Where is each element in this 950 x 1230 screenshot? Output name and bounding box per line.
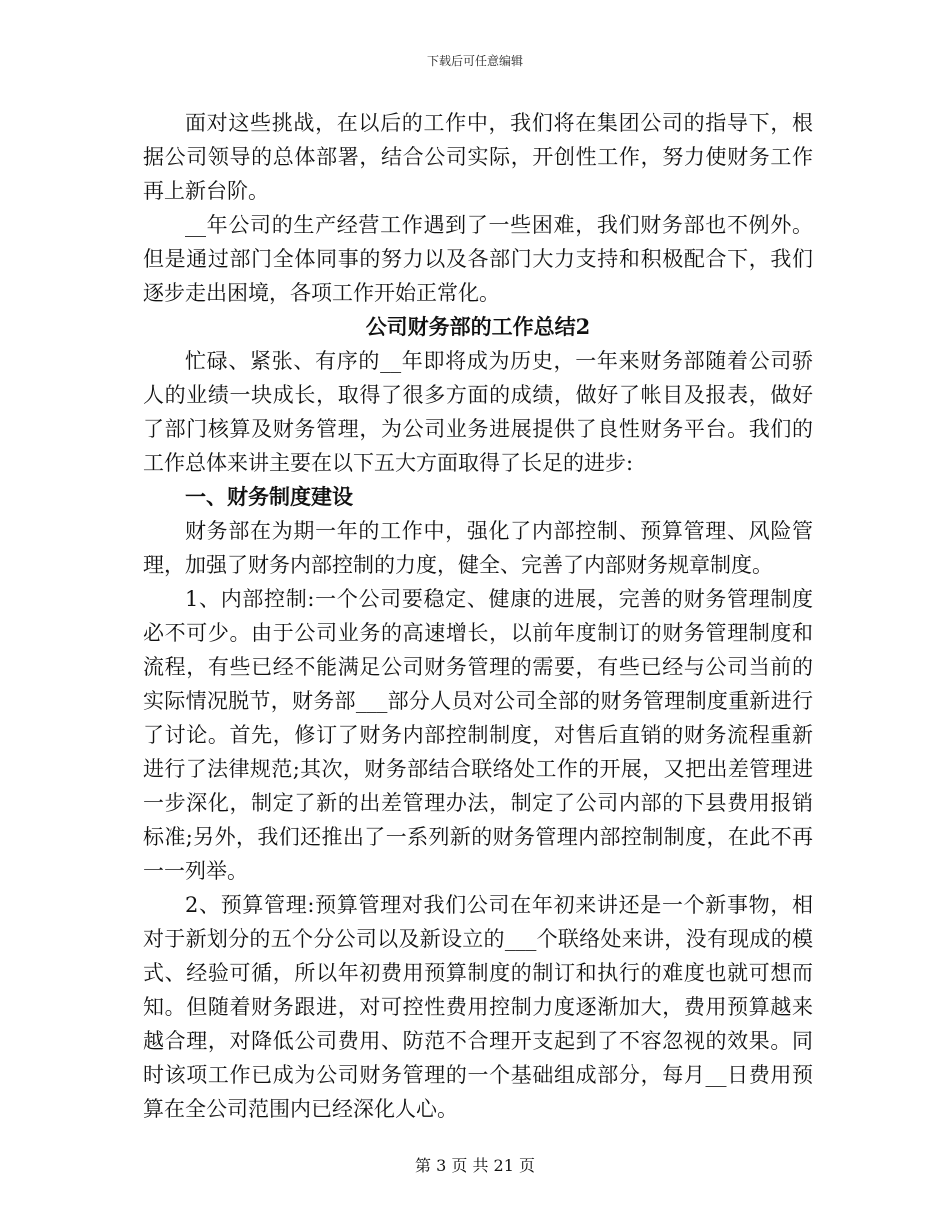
paragraph-1: 面对这些挑战，在以后的工作中，我们将在集团公司的指导下，根据公司领导的总体部署，结合公司实际，开创性工作，努力使财务工作再上新台阶。 <box>143 111 813 203</box>
paragraph-3: 忙碌、紧张、有序的__年即将成为历史，一年来财务部随着公司骄人的业绩一块成长，取得了很多方面的成绩，做好了帐目及报表，做好了部门核算及财务管理，为公司业务进展提供了良性财务平台。我们的工作总体来讲主要在以下五大方面取得了长足的进步: <box>143 349 813 475</box>
paragraph-4: 财务部在为期一年的工作中，强化了内部控制、预算管理、风险管理，加强了财务内部控制的力度，健全、完善了内部财务规章制度。 <box>143 519 813 577</box>
section-title: 公司财务部的工作总结2 <box>365 314 591 339</box>
document-body <box>143 106 813 1126</box>
page-footer: 第 3 页 共 21 页 <box>415 1156 535 1175</box>
page-header: 下载后可任意编辑 <box>426 54 523 68</box>
paragraph-2: __年公司的生产经营工作遇到了一些困难，我们财务部也不例外。但是通过部门全体同事的努力以及各部门大力支持和积极配合下，我们逐步走出困境，各项工作开始正常化。 <box>143 213 813 305</box>
section-heading-1: 一、财务制度建设 <box>185 484 353 509</box>
paragraph-6: 2、预算管理:预算管理对我们公司在年初来讲还是一个新事物，相对于新划分的五个分公司以及新设立的___个联络处来讲，没有现成的模式、经验可循，所以年初费用预算制度的制订和执行的难度也就可想而知。但随着财务跟进，对可控性费用控制力度逐渐加大，费用预算越来越合理，对降低公司费用、防范不合理开支起到了不容忽视的效果。同时该项工作已成为公司财务管理的一个基础组成部分，每月__日费用预算在全公司范围内已经深化人心。 <box>143 893 813 1121</box>
paragraph-5: 1、内部控制:一个公司要稳定、健康的进展，完善的财务管理制度必不可少。由于公司业务的高速增长，以前年度制订的财务管理制度和流程，有些已经不能满足公司财务管理的需要，有些已经与公司当前的实际情况脱节，财务部___部分人员对公司全部的财务管理制度重新进行了讨论。首先，修订了财务内部控制制度，对售后直销的财务流程重新进行了法律规范;其次，财务部结合联络处工作的开展，又把出差管理进一步深化，制定了新的出差管理办法，制定了公司内部的下县费用报销标准;另外，我们还推出了一系列新的财务管理内部控制制度，在此不再一一列举。 <box>143 587 813 883</box>
